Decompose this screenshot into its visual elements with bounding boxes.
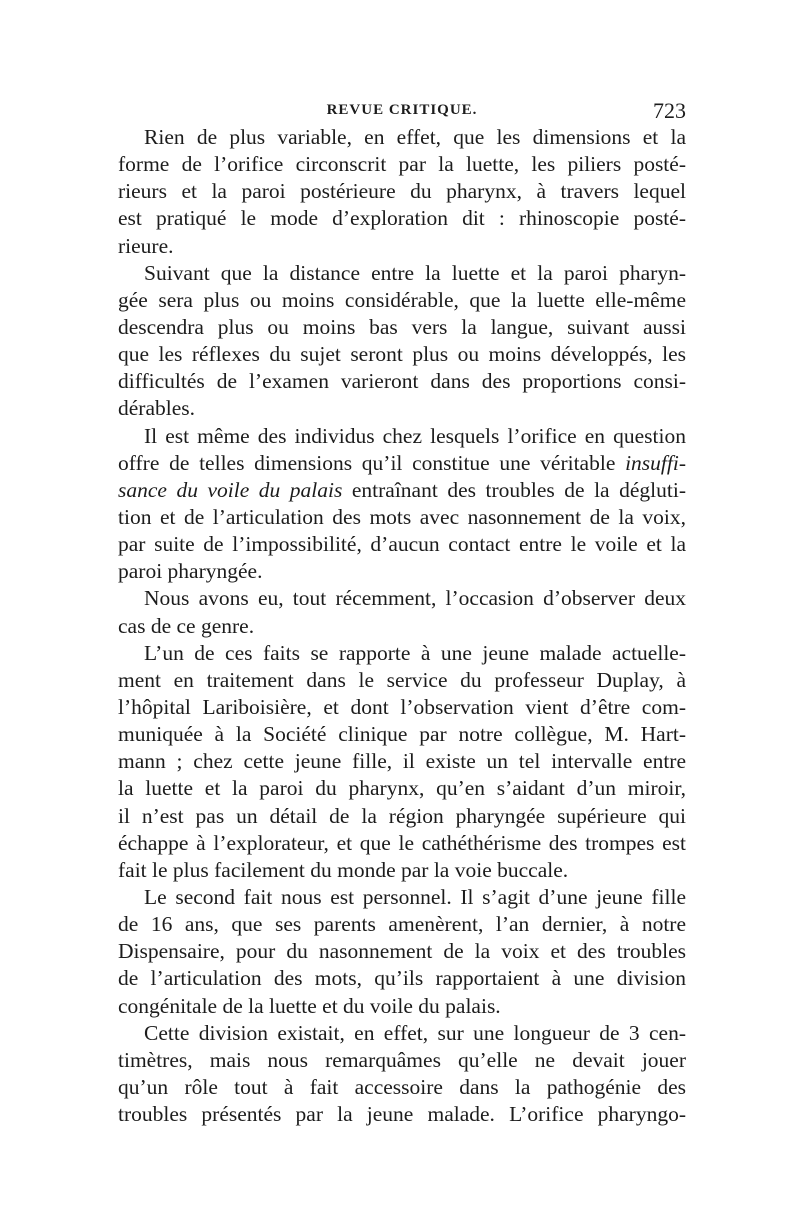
text-segment: gée sera plus ou moins considérable, que la luette elle-même <box>118 287 686 312</box>
text-line <box>118 205 686 232</box>
paragraph <box>118 124 686 260</box>
text-line <box>118 395 686 422</box>
text-line <box>118 341 686 368</box>
text-segment: Il est même des individus chez lesquels l’orifice en question <box>144 423 686 448</box>
text-line <box>118 314 686 341</box>
text-segment: par suite de l’impossibilité, d’aucun contact entre le voile et la <box>118 532 686 557</box>
text-segment: L’un de ces faits se rapporte à une jeune malade actuelle- <box>144 640 686 665</box>
text-line <box>118 803 686 830</box>
text-line <box>118 775 686 802</box>
text-segment: rieurs et la paroi postérieure du pharynx, à travers lequel <box>118 179 686 204</box>
text-segment: Cette division existait, en effet, sur une longueur de 3 cen- <box>144 1020 686 1045</box>
text-segment: Rien de plus variable, en effet, que les dimensions et la <box>144 125 686 149</box>
text-line <box>118 1047 686 1074</box>
text-line <box>118 613 686 640</box>
text-line <box>118 1074 686 1101</box>
text-segment: entraînant des troubles de la dégluti- <box>342 477 686 502</box>
text-segment: offre de telles dimensions qu’il constitue une véritable <box>118 450 626 475</box>
text-segment: cas de ce genre. <box>118 613 255 638</box>
text-line <box>118 993 686 1020</box>
text-segment: congénitale de la luette et du voile du palais. <box>118 993 501 1018</box>
running-title: REVUE CRITIQUE. <box>326 102 478 118</box>
text-line <box>118 477 686 504</box>
text-line <box>118 640 686 667</box>
text-segment: muniquée à la Société clinique par notre collègue, M. Hart- <box>118 722 686 747</box>
text-segment: qu’un rôle tout à fait accessoire dans la pathogénie des <box>118 1074 686 1099</box>
text-segment: l’hôpital Lariboisière, et dont l’observation vient d’être com- <box>118 694 686 719</box>
running-head <box>118 98 686 124</box>
text-segment: forme de l’orifice circonscrit par la luette, les piliers posté- <box>118 152 686 177</box>
text-line <box>118 151 686 178</box>
text-line <box>118 260 686 287</box>
text-segment: il n’est pas un détail de la région pharyngée supérieure qui <box>118 803 686 828</box>
text-line <box>118 1101 686 1128</box>
text-segment: paroi pharyngée. <box>118 559 263 584</box>
text-line <box>118 504 686 531</box>
text-line <box>118 857 686 884</box>
paragraph <box>118 640 686 884</box>
text-line <box>118 884 686 911</box>
text-line <box>118 124 686 151</box>
paragraph <box>118 1020 686 1129</box>
text-segment: ment en traitement dans le service du professeur Duplay, à <box>118 667 686 692</box>
text-line <box>118 368 686 395</box>
text-line <box>118 911 686 938</box>
paragraph <box>118 423 686 586</box>
text-segment: descendra plus ou moins bas vers la langue, suivant aussi <box>118 314 686 339</box>
paragraph <box>118 585 686 639</box>
text-segment: Nous avons eu, tout récemment, l’occasion d’observer deux <box>144 586 686 611</box>
text-line <box>118 287 686 314</box>
text-segment: fait le plus facilement du monde par la voie buccale. <box>118 857 569 882</box>
paragraph <box>118 884 686 1020</box>
paragraph <box>118 260 686 423</box>
text-line <box>118 531 686 558</box>
text-line <box>118 938 686 965</box>
text-segment: que les réflexes du sujet seront plus ou moins développés, les <box>118 342 686 367</box>
page-number: 723 <box>653 98 686 123</box>
text-segment: troubles présentés par la jeune malade. L’orifice pharyngo- <box>118 1102 686 1127</box>
text-segment: Dispensaire, pour du nasonnement de la voix et des troubles <box>118 939 686 964</box>
italic-text: sance du voile du palais <box>118 477 343 502</box>
text-line <box>118 1020 686 1047</box>
text-line <box>118 694 686 721</box>
text-segment: dérables. <box>118 396 196 421</box>
text-segment: Suivant que la distance entre la luette et la paroi pharyn- <box>144 260 686 285</box>
text-line <box>118 233 686 260</box>
text-line <box>118 450 686 477</box>
text-segment: tion et de l’articulation des mots avec nasonnement de la voix, <box>118 504 686 529</box>
body-text <box>118 124 686 1128</box>
text-segment: rieure. <box>118 233 174 258</box>
text-segment: échappe à l’explorateur, et que le cathéthérisme des trompes est <box>118 830 686 855</box>
text-segment: de l’articulation des mots, qu’ils rapportaient à une division <box>118 966 686 991</box>
text-segment: difficultés de l’examen varieront dans des proportions consi- <box>118 369 686 394</box>
text-segment: est pratiqué le mode d’exploration dit : rhinoscopie posté- <box>118 206 686 231</box>
text-segment: mann ; chez cette jeune fille, il existe un tel intervalle entre <box>118 749 686 774</box>
text-line <box>118 178 686 205</box>
text-line <box>118 423 686 450</box>
text-line <box>118 830 686 857</box>
text-line <box>118 965 686 992</box>
text-segment: de 16 ans, que ses parents amenèrent, l’an dernier, à notre <box>118 912 686 937</box>
text-line <box>118 721 686 748</box>
text-line <box>118 585 686 612</box>
text-line <box>118 558 686 585</box>
text-segment: timètres, mais nous remarquâmes qu’elle ne devait jouer <box>118 1047 686 1072</box>
text-line <box>118 667 686 694</box>
text-segment: Le second fait nous est personnel. Il s’agit d’une jeune fille <box>144 884 686 909</box>
text-line <box>118 748 686 775</box>
italic-text: insuffi- <box>625 450 686 475</box>
text-segment: la luette et la paroi du pharynx, qu’en s’aidant d’un miroir, <box>118 776 686 801</box>
